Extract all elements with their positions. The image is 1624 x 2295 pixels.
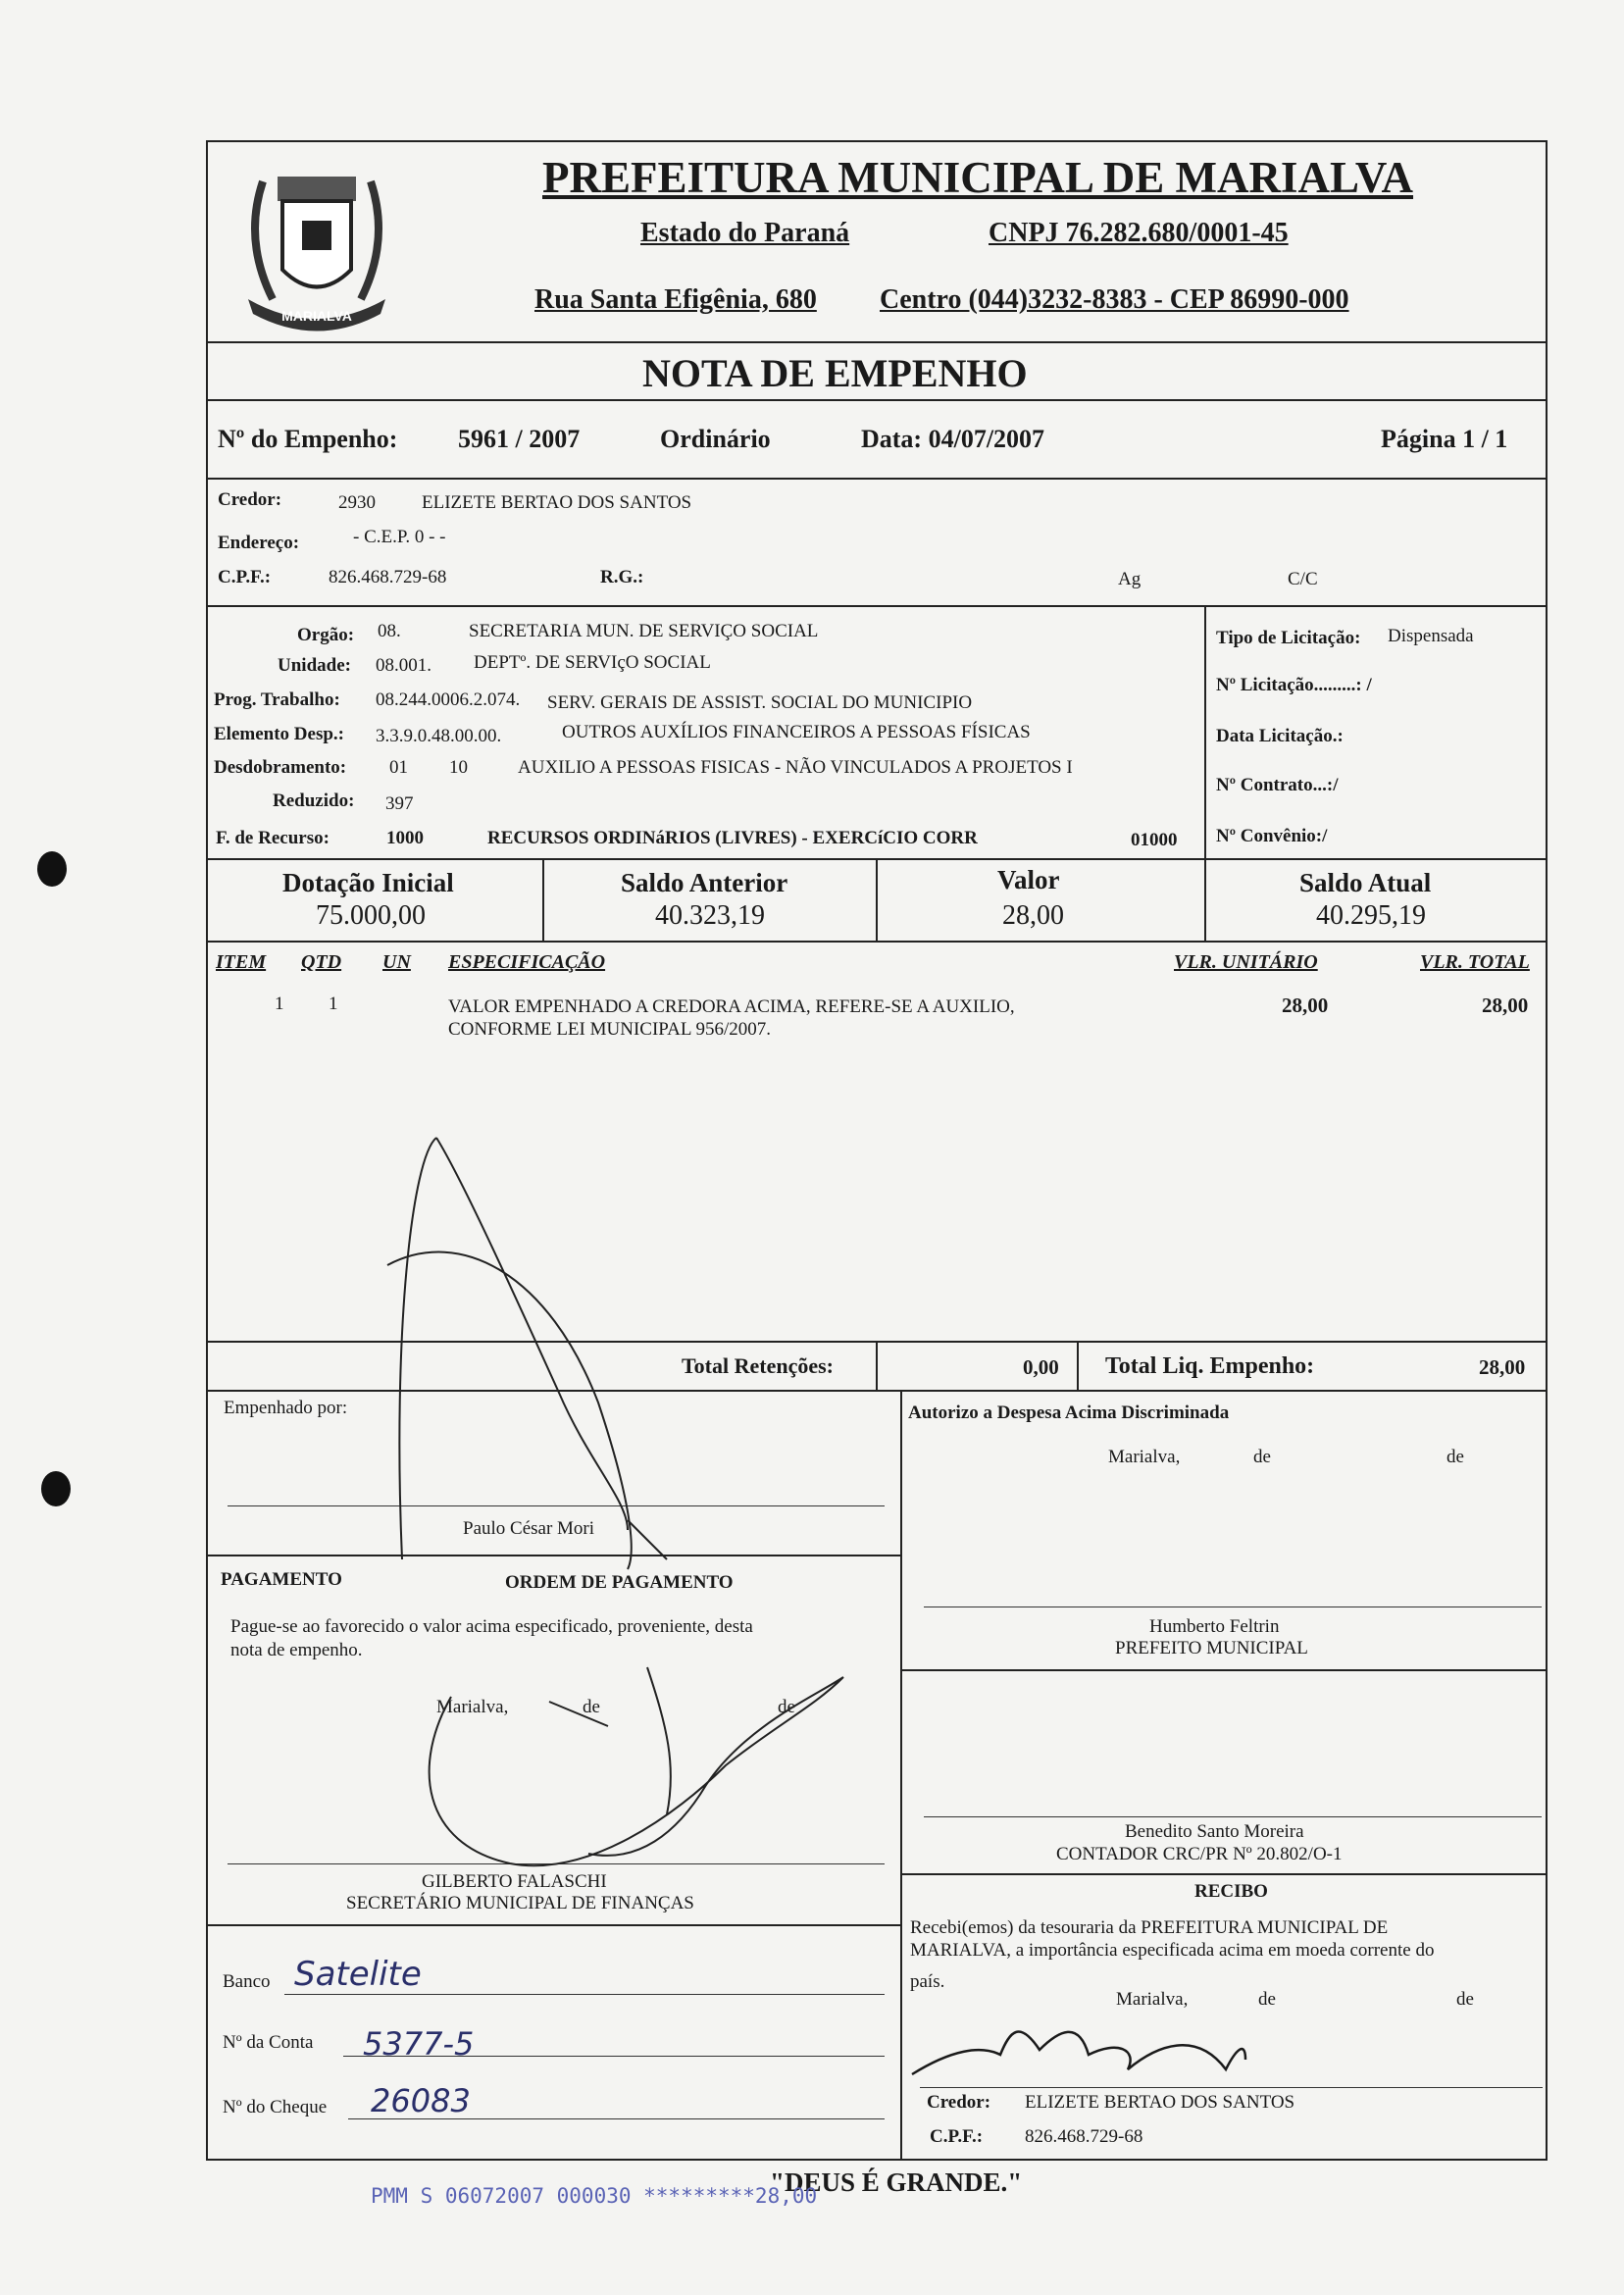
- valor-value: 28,00: [1002, 900, 1064, 931]
- endereco-label: Endereço:: [218, 533, 300, 553]
- total-retencoes-label: Total Retenções:: [682, 1353, 834, 1378]
- header-state: Estado do Paraná: [640, 218, 850, 248]
- item-unit: 28,00: [1282, 994, 1329, 1017]
- empenho-date: Data: 04/07/2007: [861, 425, 1045, 453]
- recibo-text2: MARIALVA, a importância especificada acima em moeda corrente do: [910, 1940, 1435, 1961]
- dotacao-value: 75.000,00: [316, 900, 426, 931]
- elemento-label: Elemento Desp.:: [214, 724, 344, 744]
- cpf-value: 826.468.729-68: [329, 567, 447, 587]
- desdobramento-a: 01: [389, 757, 408, 778]
- recibo-de2: de: [1456, 1989, 1474, 2010]
- empenho-type: Ordinário: [660, 425, 771, 453]
- contador-title: CONTADOR CRC/PR Nº 20.802/O-1: [1056, 1844, 1343, 1864]
- conta-value: 5377-5: [363, 2025, 475, 2063]
- recibo-credor-label: Credor:: [927, 2092, 991, 2113]
- orgao-code: 08.: [378, 621, 401, 641]
- pagamento-label: PAGAMENTO: [221, 1569, 342, 1590]
- motto: "DEUS É GRANDE.": [770, 2168, 1023, 2197]
- secretario-name: GILBERTO FALASCHI: [422, 1871, 607, 1892]
- crest-banner-text: MARIALVA: [281, 308, 352, 324]
- recurso-label: F. de Recurso:: [216, 828, 330, 848]
- recibo-text3: país.: [910, 1971, 945, 1992]
- header-contact: Centro (044)3232-8383 - CEP 86990-000: [880, 284, 1349, 315]
- col-vlr-total: VLR. TOTAL: [1420, 951, 1530, 973]
- reduzido-label: Reduzido:: [273, 790, 355, 811]
- item-desc-line1: VALOR EMPENHADO A CREDORA ACIMA, REFERE-SE A AUXILIO,: [448, 996, 1015, 1017]
- recibo-cpf-value: 826.468.729-68: [1025, 2126, 1143, 2147]
- prog-value: SERV. GERAIS DE ASSIST. SOCIAL DO MUNICIPIO: [547, 692, 973, 713]
- recurso-code2: 01000: [1131, 830, 1178, 850]
- desdobramento-label: Desdobramento:: [214, 757, 347, 778]
- credor-name: ELIZETE BERTAO DOS SANTOS: [422, 492, 692, 513]
- pagamento-de1: de: [583, 1697, 600, 1717]
- saldo-atual-label: Saldo Atual: [1299, 868, 1432, 897]
- pagamento-de2: de: [778, 1697, 795, 1717]
- rg-label: R.G.:: [600, 567, 644, 587]
- contador-name: Benedito Santo Moreira: [1125, 1821, 1304, 1842]
- autorizo-de1: de: [1253, 1447, 1271, 1467]
- ordem-pagamento-label: ORDEM DE PAGAMENTO: [505, 1572, 734, 1593]
- pagamento-text2: nota de empenho.: [230, 1640, 363, 1660]
- empenho-number: 5961 / 2007: [458, 425, 581, 453]
- banco-label: Banco: [223, 1971, 271, 1992]
- banco-value: Satelite: [294, 1955, 422, 1994]
- col-item: ITEM: [216, 951, 267, 973]
- dotacao-label: Dotação Inicial: [282, 868, 454, 897]
- header-street: Rua Santa Efigênia, 680: [534, 284, 817, 315]
- licitacao-contrato: Nº Contrato...:/: [1216, 775, 1339, 795]
- credor-label: Credor:: [218, 489, 282, 510]
- recibo-label: RECIBO: [1194, 1881, 1268, 1902]
- unidade-label: Unidade:: [278, 655, 351, 676]
- prog-code: 08.244.0006.2.074.: [376, 689, 521, 710]
- recibo-text1: Recebi(emos) da tesouraria da PREFEITURA MUNICIPAL DE: [910, 1917, 1389, 1938]
- saldo-anterior-label: Saldo Anterior: [621, 868, 788, 897]
- header-title: PREFEITURA MUNICIPAL DE MARIALVA: [542, 153, 1414, 202]
- conta-label: Nº da Conta: [223, 2032, 314, 2053]
- orgao-value: SECRETARIA MUN. DE SERVIÇO SOCIAL: [469, 621, 819, 641]
- col-qtd: QTD: [301, 951, 342, 973]
- print-stamp: PMM S 06072007 000030 *********28,00: [371, 2184, 818, 2208]
- secretario-title: SECRETÁRIO MUNICIPAL DE FINANÇAS: [346, 1893, 694, 1913]
- page-indicator: Página 1 / 1: [1381, 425, 1508, 453]
- prefeito-name: Humberto Feltrin: [1149, 1616, 1280, 1637]
- prog-label: Prog. Trabalho:: [214, 689, 340, 710]
- total-liquido-value: 28,00: [1479, 1355, 1526, 1379]
- col-vlr-unitario: VLR. UNITÁRIO: [1174, 951, 1318, 973]
- unidade-code: 08.001.: [376, 655, 431, 676]
- recibo-cpf-label: C.P.F.:: [930, 2126, 984, 2147]
- desdobramento-b: 10: [449, 757, 468, 778]
- col-especificacao: ESPECIFICAÇÃO: [448, 951, 606, 973]
- licitacao-data: Data Licitação.:: [1216, 726, 1344, 746]
- cc-label: C/C: [1288, 569, 1318, 589]
- empenho-label: Nº do Empenho:: [218, 425, 398, 453]
- pagamento-text1: Pague-se ao favorecido o valor acima especificado, proveniente, desta: [230, 1616, 753, 1637]
- total-retencoes-value: 0,00: [1023, 1355, 1059, 1379]
- desdobramento-value: AUXILIO A PESSOAS FISICAS - NÃO VINCULADOS A PROJETOS I: [518, 757, 1073, 778]
- saldo-anterior-value: 40.323,19: [655, 900, 765, 931]
- autorizo-label: Autorizo a Despesa Acima Discriminada: [908, 1402, 1230, 1423]
- cheque-label: Nº do Cheque: [223, 2097, 328, 2117]
- total-liquido-label: Total Liq. Empenho:: [1105, 1353, 1315, 1379]
- item-qtd: 1: [329, 994, 338, 1014]
- autorizo-place: Marialva,: [1108, 1447, 1181, 1467]
- licitacao-convenio: Nº Convênio:/: [1216, 826, 1328, 846]
- recibo-credor-name: ELIZETE BERTAO DOS SANTOS: [1025, 2092, 1295, 2113]
- item-desc-line2: CONFORME LEI MUNICIPAL 956/2007.: [448, 1019, 772, 1040]
- recurso-value: RECURSOS ORDINáRIOS (LIVRES) - EXERCíCIO CORR: [487, 828, 978, 848]
- empenhado-por-label: Empenhado por:: [224, 1398, 348, 1418]
- orgao-label: Orgão:: [297, 625, 355, 645]
- valor-label: Valor: [997, 865, 1060, 894]
- header-cnpj: CNPJ 76.282.680/0001-45: [989, 218, 1289, 248]
- reduzido-value: 397: [385, 793, 414, 814]
- licitacao-tipo-label: Tipo de Licitação:: [1216, 628, 1361, 648]
- ag-label: Ag: [1118, 569, 1142, 589]
- recurso-code: 1000: [386, 828, 424, 848]
- cpf-label: C.P.F.:: [218, 567, 272, 587]
- empenhado-por-name: Paulo César Mori: [463, 1518, 595, 1539]
- col-un: UN: [382, 951, 411, 973]
- prefeito-title: PREFEITO MUNICIPAL: [1115, 1638, 1308, 1658]
- elemento-code: 3.3.9.0.48.00.00.: [376, 726, 502, 746]
- item-number: 1: [275, 994, 284, 1014]
- document-title: NOTA DE EMPENHO: [642, 351, 1028, 395]
- unidade-value: DEPTº. DE SERVIçO SOCIAL: [474, 652, 711, 673]
- licitacao-tipo: Dispensada: [1388, 626, 1474, 646]
- pagamento-place: Marialva,: [436, 1697, 509, 1717]
- recibo-place: Marialva,: [1116, 1989, 1189, 2010]
- elemento-value: OUTROS AUXÍLIOS FINANCEIROS A PESSOAS FÍSICAS: [562, 722, 1031, 742]
- licitacao-numero: Nº Licitação.........: /: [1216, 675, 1372, 695]
- item-total: 28,00: [1482, 994, 1529, 1017]
- endereco-value: - C.E.P. 0 - -: [353, 527, 446, 547]
- autorizo-de2: de: [1446, 1447, 1464, 1467]
- saldo-atual-value: 40.295,19: [1316, 900, 1426, 931]
- credor-code: 2930: [338, 492, 376, 513]
- recibo-de1: de: [1258, 1989, 1276, 2010]
- cheque-value: 26083: [371, 2082, 471, 2119]
